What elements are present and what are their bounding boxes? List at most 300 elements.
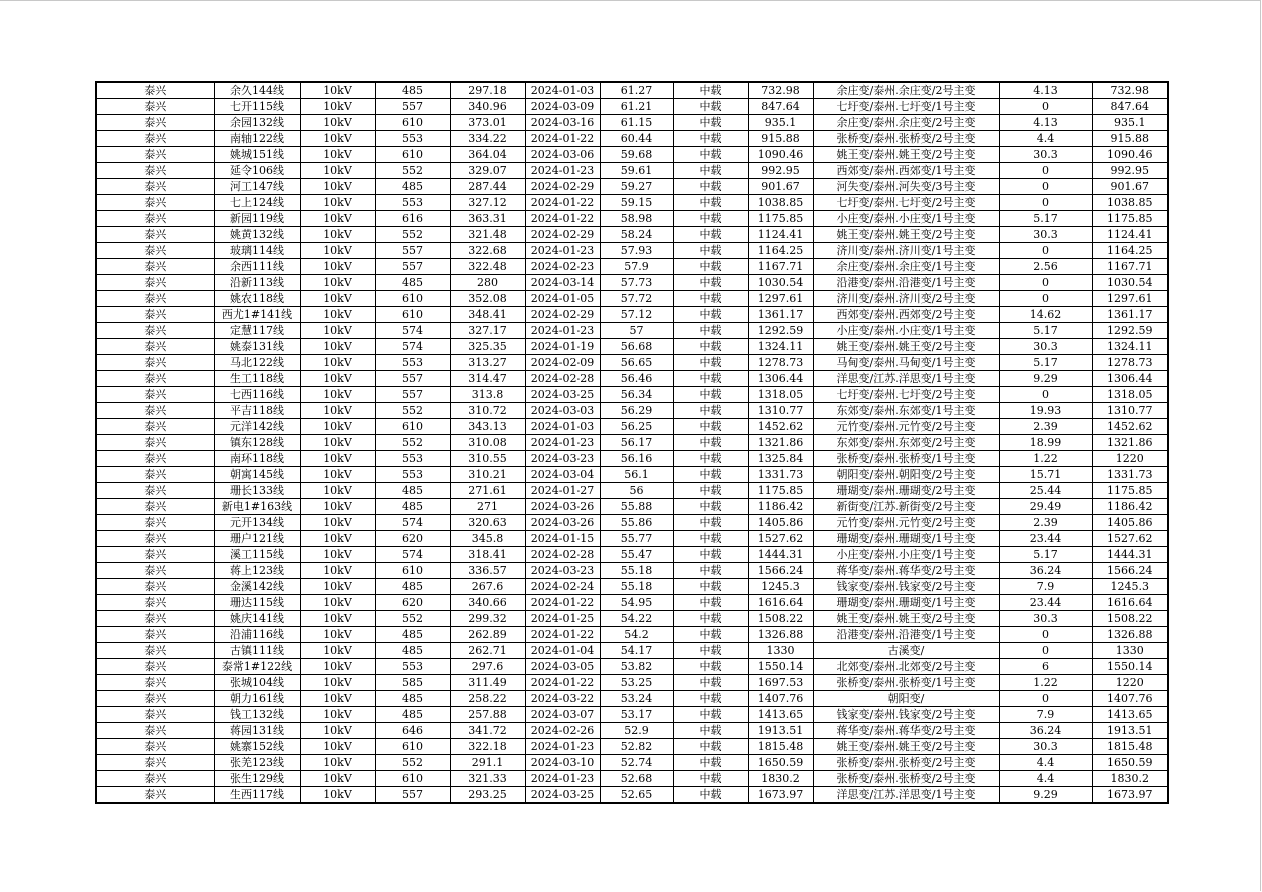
region-cell: 泰兴 (96, 595, 214, 611)
reserve-cell: 30.3 (999, 227, 1092, 243)
table-row (96, 419, 1168, 435)
load-cell: 297.18 (450, 82, 525, 99)
substation-cell: 新街变/江苏.新街变/2号主变 (813, 499, 999, 515)
load-rate-cell: 55.47 (600, 547, 673, 563)
limit-cell: 1278.73 (1092, 355, 1168, 371)
load-rate-cell: 61.21 (600, 99, 673, 115)
limit-cell: 1030.54 (1092, 275, 1168, 291)
date-cell: 2024-03-14 (525, 275, 600, 291)
load-rate-cell: 53.82 (600, 659, 673, 675)
value-cell: 1444.31 (748, 547, 813, 563)
reserve-cell: 0 (999, 387, 1092, 403)
voltage-cell: 10kV (300, 307, 375, 323)
load-status-cell: 中载 (673, 483, 748, 499)
substation-cell: 马甸变/泰州.马甸变/1号主变 (813, 355, 999, 371)
reserve-cell: 5.17 (999, 355, 1092, 371)
limit-cell: 1413.65 (1092, 707, 1168, 723)
limit-cell: 1310.77 (1092, 403, 1168, 419)
date-cell: 2024-03-09 (525, 99, 600, 115)
load-cell: 345.8 (450, 531, 525, 547)
value-cell: 901.67 (748, 179, 813, 195)
reserve-cell: 4.4 (999, 755, 1092, 771)
load-rate-cell: 56.17 (600, 435, 673, 451)
region-cell: 泰兴 (96, 707, 214, 723)
limit-cell: 847.64 (1092, 99, 1168, 115)
voltage-cell: 10kV (300, 547, 375, 563)
value-cell: 1405.86 (748, 515, 813, 531)
load-status-cell: 中载 (673, 131, 748, 147)
substation-cell: 小庄变/泰州.小庄变/1号主变 (813, 547, 999, 563)
load-status-cell: 中载 (673, 611, 748, 627)
load-cell: 348.41 (450, 307, 525, 323)
date-cell: 2024-01-19 (525, 339, 600, 355)
limit-cell: 1324.11 (1092, 339, 1168, 355)
capacity-cell: 646 (375, 723, 450, 739)
capacity-cell: 485 (375, 643, 450, 659)
voltage-cell: 10kV (300, 787, 375, 804)
reserve-cell: 2.39 (999, 419, 1092, 435)
voltage-cell: 10kV (300, 675, 375, 691)
reserve-cell: 29.49 (999, 499, 1092, 515)
load-rate-cell: 56.46 (600, 371, 673, 387)
date-cell: 2024-01-05 (525, 291, 600, 307)
load-rate-cell: 52.9 (600, 723, 673, 739)
limit-cell: 1318.05 (1092, 387, 1168, 403)
region-cell: 泰兴 (96, 483, 214, 499)
date-cell: 2024-03-04 (525, 467, 600, 483)
substation-cell: 北郊变/泰州.北郊变/2号主变 (813, 659, 999, 675)
substation-cell: 姚王变/泰州.姚王变/2号主变 (813, 147, 999, 163)
value-cell: 915.88 (748, 131, 813, 147)
load-cell: 364.04 (450, 147, 525, 163)
capacity-cell: 553 (375, 659, 450, 675)
load-cell: 287.44 (450, 179, 525, 195)
load-cell: 327.17 (450, 323, 525, 339)
load-rate-cell: 61.15 (600, 115, 673, 131)
load-rate-cell: 56.34 (600, 387, 673, 403)
value-cell: 1452.62 (748, 419, 813, 435)
date-cell: 2024-01-23 (525, 163, 600, 179)
limit-cell: 935.1 (1092, 115, 1168, 131)
capacity-cell: 557 (375, 259, 450, 275)
table-row (96, 259, 1168, 275)
line-name-cell: 余园132线 (214, 115, 300, 131)
date-cell: 2024-01-22 (525, 131, 600, 147)
substation-cell: 蒋华变/泰州.蒋华变/2号主变 (813, 723, 999, 739)
line-name-cell: 余西111线 (214, 259, 300, 275)
reserve-cell: 4.4 (999, 131, 1092, 147)
reserve-cell: 14.62 (999, 307, 1092, 323)
capacity-cell: 557 (375, 387, 450, 403)
value-cell: 1330 (748, 643, 813, 659)
limit-cell: 1038.85 (1092, 195, 1168, 211)
value-cell: 1673.97 (748, 787, 813, 804)
line-name-cell: 朝力161线 (214, 691, 300, 707)
capacity-cell: 557 (375, 243, 450, 259)
line-name-cell: 姚农118线 (214, 291, 300, 307)
load-cell: 257.88 (450, 707, 525, 723)
voltage-cell: 10kV (300, 659, 375, 675)
line-name-cell: 七上124线 (214, 195, 300, 211)
line-name-cell: 张生129线 (214, 771, 300, 787)
value-cell: 732.98 (748, 82, 813, 99)
capacity-cell: 610 (375, 307, 450, 323)
substation-cell: 钱家变/泰州.钱家变/2号主变 (813, 707, 999, 723)
table-row (96, 675, 1168, 691)
limit-cell: 1220 (1092, 675, 1168, 691)
date-cell: 2024-01-23 (525, 243, 600, 259)
value-cell: 1318.05 (748, 387, 813, 403)
date-cell: 2024-01-15 (525, 531, 600, 547)
table-row (96, 307, 1168, 323)
load-status-cell: 中载 (673, 291, 748, 307)
voltage-cell: 10kV (300, 147, 375, 163)
value-cell: 1325.84 (748, 451, 813, 467)
load-status-cell: 中载 (673, 595, 748, 611)
table-row (96, 659, 1168, 675)
reserve-cell: 5.17 (999, 547, 1092, 563)
value-cell: 992.95 (748, 163, 813, 179)
load-cell: 310.21 (450, 467, 525, 483)
limit-cell: 1815.48 (1092, 739, 1168, 755)
line-name-cell: 蒋园131线 (214, 723, 300, 739)
date-cell: 2024-02-23 (525, 259, 600, 275)
value-cell: 1175.85 (748, 211, 813, 227)
region-cell: 泰兴 (96, 627, 214, 643)
line-name-cell: 七开115线 (214, 99, 300, 115)
region-cell: 泰兴 (96, 579, 214, 595)
limit-cell: 915.88 (1092, 131, 1168, 147)
voltage-cell: 10kV (300, 723, 375, 739)
region-cell: 泰兴 (96, 387, 214, 403)
capacity-cell: 553 (375, 355, 450, 371)
load-rate-cell: 57.73 (600, 275, 673, 291)
substation-cell: 姚王变/泰州.姚王变/2号主变 (813, 339, 999, 355)
voltage-cell: 10kV (300, 515, 375, 531)
voltage-cell: 10kV (300, 371, 375, 387)
limit-cell: 1175.85 (1092, 483, 1168, 499)
capacity-cell: 610 (375, 147, 450, 163)
region-cell: 泰兴 (96, 179, 214, 195)
line-name-cell: 延令106线 (214, 163, 300, 179)
region-cell: 泰兴 (96, 99, 214, 115)
region-cell: 泰兴 (96, 115, 214, 131)
limit-cell: 1616.64 (1092, 595, 1168, 611)
line-name-cell: 生西117线 (214, 787, 300, 804)
line-name-cell: 姚泰131线 (214, 339, 300, 355)
date-cell: 2024-02-26 (525, 723, 600, 739)
line-name-cell: 姚城151线 (214, 147, 300, 163)
region-cell: 泰兴 (96, 227, 214, 243)
load-rate-cell: 56.29 (600, 403, 673, 419)
line-name-cell: 朝寓145线 (214, 467, 300, 483)
value-cell: 847.64 (748, 99, 813, 115)
reserve-cell: 0 (999, 163, 1092, 179)
region-cell: 泰兴 (96, 611, 214, 627)
voltage-cell: 10kV (300, 643, 375, 659)
capacity-cell: 610 (375, 739, 450, 755)
date-cell: 2024-02-29 (525, 307, 600, 323)
load-status-cell: 中载 (673, 435, 748, 451)
line-name-cell: 生工118线 (214, 371, 300, 387)
load-status-cell: 中载 (673, 579, 748, 595)
load-status-cell: 中载 (673, 275, 748, 291)
load-rate-cell: 53.24 (600, 691, 673, 707)
limit-cell: 1407.76 (1092, 691, 1168, 707)
substation-cell: 蒋华变/泰州.蒋华变/2号主变 (813, 563, 999, 579)
table-row (96, 275, 1168, 291)
voltage-cell: 10kV (300, 115, 375, 131)
load-status-cell: 中载 (673, 547, 748, 563)
region-cell: 泰兴 (96, 739, 214, 755)
date-cell: 2024-03-25 (525, 387, 600, 403)
date-cell: 2024-02-29 (525, 227, 600, 243)
region-cell: 泰兴 (96, 371, 214, 387)
load-status-cell: 中载 (673, 195, 748, 211)
load-status-cell: 中载 (673, 179, 748, 195)
capacity-cell: 485 (375, 82, 450, 99)
load-rate-cell: 59.61 (600, 163, 673, 179)
value-cell: 1175.85 (748, 483, 813, 499)
limit-cell: 1444.31 (1092, 547, 1168, 563)
limit-cell: 1361.17 (1092, 307, 1168, 323)
capacity-cell: 485 (375, 179, 450, 195)
table-row (96, 147, 1168, 163)
substation-cell: 张桥变/泰州.张桥变/2号主变 (813, 755, 999, 771)
voltage-cell: 10kV (300, 755, 375, 771)
region-cell: 泰兴 (96, 355, 214, 371)
reserve-cell: 4.4 (999, 771, 1092, 787)
load-cell: 321.33 (450, 771, 525, 787)
load-rate-cell: 57.93 (600, 243, 673, 259)
substation-cell: 沿港变/泰州.沿港变/1号主变 (813, 627, 999, 643)
voltage-cell: 10kV (300, 131, 375, 147)
substation-cell: 济川变/泰州.济川变/1号主变 (813, 243, 999, 259)
table-row (96, 595, 1168, 611)
region-cell: 泰兴 (96, 691, 214, 707)
limit-cell: 1550.14 (1092, 659, 1168, 675)
limit-cell: 1167.71 (1092, 259, 1168, 275)
date-cell: 2024-03-22 (525, 691, 600, 707)
date-cell: 2024-03-06 (525, 147, 600, 163)
substation-cell: 洋思变/江苏.洋思变/1号主变 (813, 371, 999, 387)
load-status-cell: 中载 (673, 467, 748, 483)
voltage-cell: 10kV (300, 211, 375, 227)
date-cell: 2024-01-23 (525, 739, 600, 755)
reserve-cell: 15.71 (999, 467, 1092, 483)
substation-cell: 东郊变/泰州.东郊变/2号主变 (813, 435, 999, 451)
capacity-cell: 485 (375, 707, 450, 723)
date-cell: 2024-01-22 (525, 675, 600, 691)
table-row (96, 643, 1168, 659)
voltage-cell: 10kV (300, 691, 375, 707)
value-cell: 1278.73 (748, 355, 813, 371)
load-cell: 258.22 (450, 691, 525, 707)
date-cell: 2024-03-10 (525, 755, 600, 771)
line-name-cell: 珊户121线 (214, 531, 300, 547)
capacity-cell: 620 (375, 595, 450, 611)
date-cell: 2024-01-04 (525, 643, 600, 659)
load-cell: 322.68 (450, 243, 525, 259)
reserve-cell: 0 (999, 99, 1092, 115)
line-name-cell: 姚庆141线 (214, 611, 300, 627)
line-name-cell: 南环118线 (214, 451, 300, 467)
reserve-cell: 23.44 (999, 595, 1092, 611)
substation-cell: 七圩变/泰州.七圩变/1号主变 (813, 99, 999, 115)
table-row (96, 195, 1168, 211)
limit-cell: 1090.46 (1092, 147, 1168, 163)
voltage-cell: 10kV (300, 467, 375, 483)
load-cell: 334.22 (450, 131, 525, 147)
reserve-cell: 30.3 (999, 339, 1092, 355)
region-cell: 泰兴 (96, 643, 214, 659)
limit-cell: 1331.73 (1092, 467, 1168, 483)
reserve-cell: 4.13 (999, 82, 1092, 99)
load-rate-cell: 54.2 (600, 627, 673, 643)
load-rate-cell: 52.68 (600, 771, 673, 787)
load-status-cell: 中载 (673, 659, 748, 675)
table-row (96, 483, 1168, 499)
limit-cell: 1175.85 (1092, 211, 1168, 227)
load-cell: 262.89 (450, 627, 525, 643)
load-rate-cell: 61.27 (600, 82, 673, 99)
load-cell: 299.32 (450, 611, 525, 627)
load-status-cell: 中载 (673, 307, 748, 323)
load-cell: 293.25 (450, 787, 525, 804)
reserve-cell: 36.24 (999, 723, 1092, 739)
reserve-cell: 0 (999, 195, 1092, 211)
date-cell: 2024-01-22 (525, 627, 600, 643)
region-cell: 泰兴 (96, 243, 214, 259)
voltage-cell: 10kV (300, 403, 375, 419)
reserve-cell: 0 (999, 643, 1092, 659)
table-row (96, 82, 1168, 99)
load-cell: 267.6 (450, 579, 525, 595)
load-rate-cell: 55.88 (600, 499, 673, 515)
reserve-cell: 2.56 (999, 259, 1092, 275)
capacity-cell: 610 (375, 419, 450, 435)
voltage-cell: 10kV (300, 499, 375, 515)
limit-cell: 1326.88 (1092, 627, 1168, 643)
reserve-cell: 1.22 (999, 451, 1092, 467)
capacity-cell: 485 (375, 691, 450, 707)
substation-cell: 钱家变/泰州.钱家变/2号主变 (813, 579, 999, 595)
load-rate-cell: 54.22 (600, 611, 673, 627)
value-cell: 1090.46 (748, 147, 813, 163)
voltage-cell: 10kV (300, 419, 375, 435)
capacity-cell: 557 (375, 99, 450, 115)
table-row (96, 131, 1168, 147)
limit-cell: 1673.97 (1092, 787, 1168, 804)
line-name-cell: 镇东128线 (214, 435, 300, 451)
capacity-cell: 485 (375, 483, 450, 499)
load-rate-cell: 59.15 (600, 195, 673, 211)
region-cell: 泰兴 (96, 499, 214, 515)
value-cell: 1292.59 (748, 323, 813, 339)
value-cell: 1830.2 (748, 771, 813, 787)
voltage-cell: 10kV (300, 595, 375, 611)
table-row (96, 707, 1168, 723)
reserve-cell: 9.29 (999, 371, 1092, 387)
capacity-cell: 585 (375, 675, 450, 691)
reserve-cell: 30.3 (999, 147, 1092, 163)
substation-cell: 张桥变/泰州.张桥变/2号主变 (813, 771, 999, 787)
region-cell: 泰兴 (96, 307, 214, 323)
load-rate-cell: 53.17 (600, 707, 673, 723)
line-name-cell: 新电1#163线 (214, 499, 300, 515)
load-rate-cell: 56.16 (600, 451, 673, 467)
voltage-cell: 10kV (300, 243, 375, 259)
table-row (96, 627, 1168, 643)
date-cell: 2024-03-23 (525, 563, 600, 579)
table-row (96, 451, 1168, 467)
region-cell: 泰兴 (96, 211, 214, 227)
substation-cell: 济川变/泰州.济川变/2号主变 (813, 291, 999, 307)
region-cell: 泰兴 (96, 467, 214, 483)
load-rate-cell: 54.17 (600, 643, 673, 659)
load-status-cell: 中载 (673, 259, 748, 275)
date-cell: 2024-03-05 (525, 659, 600, 675)
voltage-cell: 10kV (300, 291, 375, 307)
value-cell: 1306.44 (748, 371, 813, 387)
load-cell: 322.18 (450, 739, 525, 755)
date-cell: 2024-03-07 (525, 707, 600, 723)
value-cell: 1527.62 (748, 531, 813, 547)
load-status-cell: 中载 (673, 691, 748, 707)
substation-cell: 河失变/泰州.河失变/3号主变 (813, 179, 999, 195)
table-body (96, 82, 1168, 803)
substation-cell: 西郊变/泰州.西郊变/2号主变 (813, 307, 999, 323)
load-cell: 313.27 (450, 355, 525, 371)
capacity-cell: 557 (375, 787, 450, 804)
load-cell: 343.13 (450, 419, 525, 435)
region-cell: 泰兴 (96, 547, 214, 563)
load-status-cell: 中载 (673, 451, 748, 467)
line-name-cell: 珊长133线 (214, 483, 300, 499)
limit-cell: 732.98 (1092, 82, 1168, 99)
substation-cell: 朝阳变/ (813, 691, 999, 707)
date-cell: 2024-02-28 (525, 547, 600, 563)
load-status-cell: 中载 (673, 323, 748, 339)
load-status-cell: 中载 (673, 675, 748, 691)
reserve-cell: 5.17 (999, 211, 1092, 227)
reserve-cell: 36.24 (999, 563, 1092, 579)
value-cell: 1310.77 (748, 403, 813, 419)
capacity-cell: 552 (375, 403, 450, 419)
substation-cell: 余庄变/泰州.余庄变/2号主变 (813, 115, 999, 131)
table-row (96, 787, 1168, 804)
load-cell: 280 (450, 275, 525, 291)
load-rate-cell: 56.65 (600, 355, 673, 371)
limit-cell: 1245.3 (1092, 579, 1168, 595)
value-cell: 1616.64 (748, 595, 813, 611)
load-cell: 310.55 (450, 451, 525, 467)
date-cell: 2024-02-29 (525, 179, 600, 195)
load-rate-cell: 57.9 (600, 259, 673, 275)
load-status-cell: 中载 (673, 99, 748, 115)
reserve-cell: 9.29 (999, 787, 1092, 804)
limit-cell: 992.95 (1092, 163, 1168, 179)
table-row (96, 515, 1168, 531)
value-cell: 935.1 (748, 115, 813, 131)
capacity-cell: 485 (375, 275, 450, 291)
value-cell: 1413.65 (748, 707, 813, 723)
value-cell: 1245.3 (748, 579, 813, 595)
line-name-cell: 平吉118线 (214, 403, 300, 419)
table-row (96, 163, 1168, 179)
voltage-cell: 10kV (300, 707, 375, 723)
value-cell: 1407.76 (748, 691, 813, 707)
